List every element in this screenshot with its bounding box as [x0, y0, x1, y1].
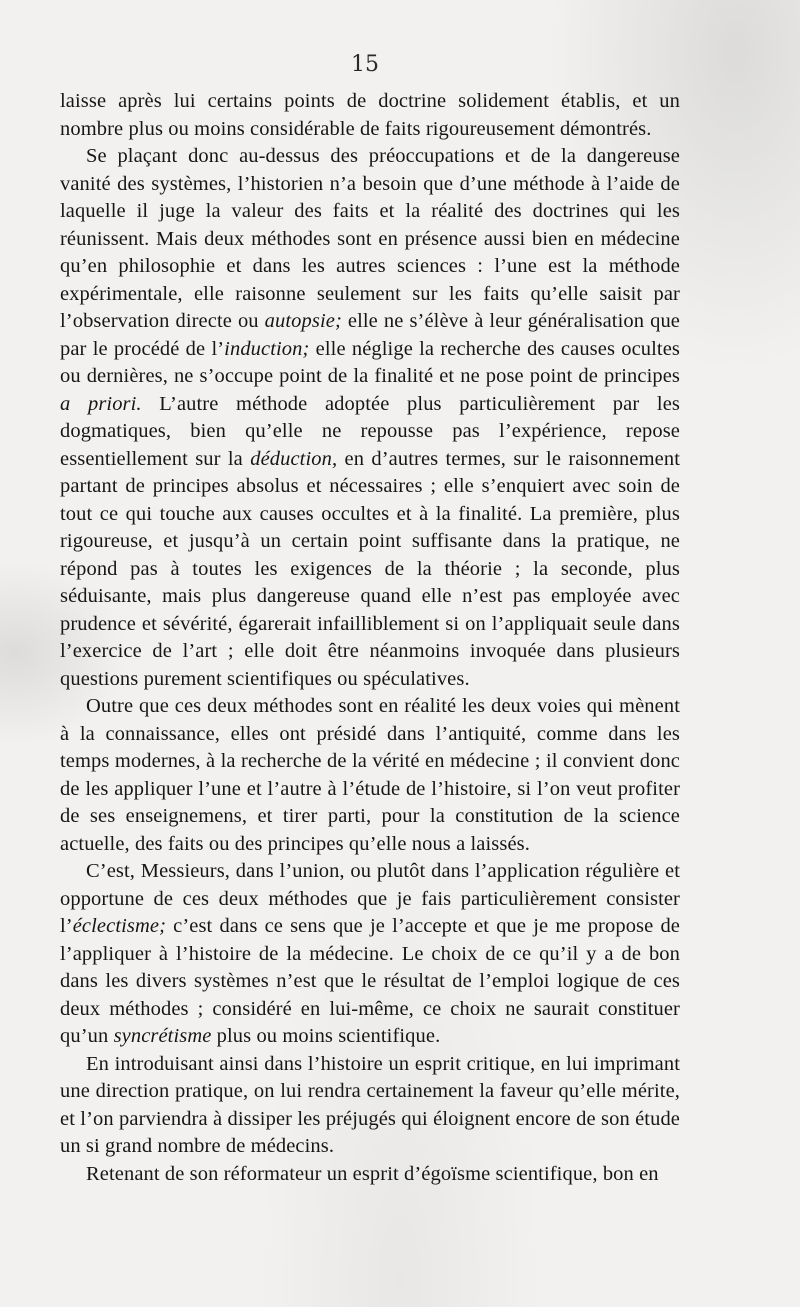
paragraph [60, 1051, 680, 1161]
page-number: 15 [351, 52, 379, 77]
italic-term: déduction, [250, 447, 338, 470]
text-run: Retenant de son réformateur un esprit d’égoïsme scientifique, bon en [86, 1162, 659, 1185]
text-run: Se plaçant donc au-dessus des préoccupations et de la dangereuse vanité des systèmes, l’historien n’a besoin que d’une méthode à l’aide de laquelle il juge la valeur des faits et la réalité des doctrines qui les réunissent. Mais deux méthodes sont en présence aussi bien en médecine qu’en philosophie et dans les autres sciences : l’une est la méthode expérimentale, elle raisonne seulement sur les faits qu’elle saisit par l’observation directe ou [60, 145, 680, 332]
text-run: c’est dans ce sens que je l’accepte et que je me propose de l’appliquer à l’histoire de la médecine. Le choix de ce qu’il y a de bon dans les divers systèmes n’est que le résultat de l’emploi logique de ces deux méthodes ; considéré en lui-même, ce choix ne saurait constituer qu’un [60, 915, 680, 1047]
text-run: C’est, Messieurs, dans l’union, ou plutôt dans l’application régulière et opportune de ces deux méthodes que je fais particulièrement consister l’ [60, 860, 680, 937]
italic-term: syncrétisme [113, 1025, 212, 1047]
text-run: en d’autres termes, sur le raisonnement partant de principes absolus et nécessaires ; elle s’enquiert avec soin de tout ce qui touche aux causes occultes et à la finalité. La première, plus rigoureuse, et jusqu’à un certain point suffisante dans la pratique, ne répond pas à toutes les exigences de la théorie ; la seconde, plus séduisante, mais plus dangereuse quand elle n’est pas employée avec prudence et sévérité, égarerait infailliblement si on l’appliquait seule dans l’exercice de l’art ; elle doit être néanmoins invoquée dans plusieurs questions purement scientifiques ou spéculatives. [60, 447, 680, 690]
italic-term: induction; [224, 337, 310, 360]
text-run: elle néglige la recherche des causes ocultes ou dernières, ne s’occupe point de la finalité et ne pose point de principes [60, 337, 680, 387]
text-run: Outre que ces deux méthodes sont en réalité les deux voies qui mènent à la connaissance, elles ont présidé dans l’antiquité, comme dans les temps modernes, à la recherche de la vérité en médecine ; il convient donc de les appliquer l’une et l’autre à l’étude de l’histoire, si l’on veut profiter de ses enseignemens, et tirer parti, pour la constitution de la science actuelle, des faits ou des principes qu’elle nous a laissés. [60, 695, 680, 855]
text-run: En introduisant ainsi dans l’histoire un esprit critique, en lui imprimant une direction pratique, on lui rendra certainement la faveur qu’elle mérite, et l’on parviendra à dissiper les préjugés qui éloignent encore de son étude un si grand nombre de médecins. [60, 1052, 680, 1157]
italic-term: a priori. [60, 392, 142, 415]
italic-term: éclectisme; [72, 915, 167, 937]
body-text [60, 88, 680, 1188]
text-run: laisse après lui certains points de doctrine solidement établis, et un nombre plus ou moins considérable de faits rigoureusement démontrés. [60, 90, 680, 140]
paragraph [60, 1161, 680, 1189]
text-run: L’autre méthode adoptée plus particulièrement par les dogmatiques, bien qu’elle ne repousse pas l’expérience, repose essentiellement sur la [60, 392, 680, 470]
italic-term: autopsie; [264, 310, 342, 332]
paragraph [60, 88, 680, 143]
paragraph [60, 143, 680, 693]
paragraph [60, 693, 680, 858]
text-run: elle ne s’élève à leur généralisation que par le procédé de l’ [60, 310, 680, 360]
paragraph [60, 858, 680, 1051]
text-run: plus ou moins scientifique. [211, 1025, 441, 1047]
